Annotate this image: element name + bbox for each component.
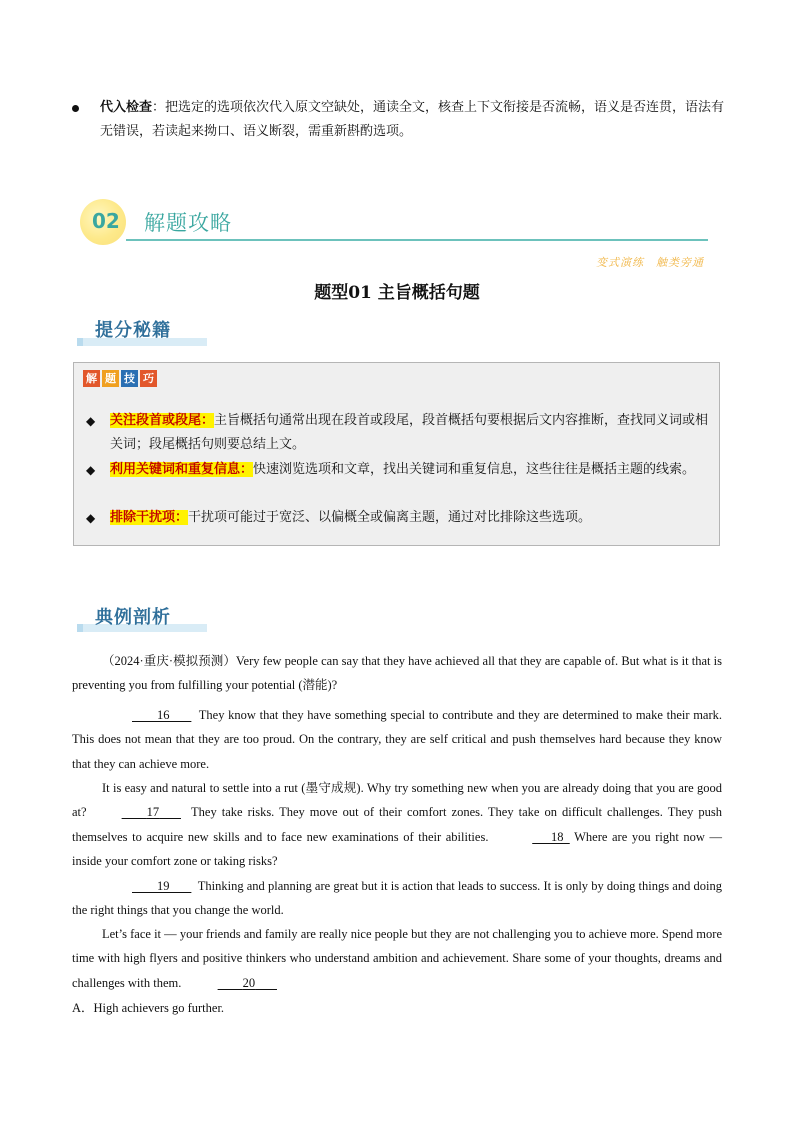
badge-jie: 解 bbox=[83, 370, 100, 387]
diamond-bullet-icon: ◆ bbox=[86, 463, 96, 477]
tip-label: 利用关键词和重复信息： bbox=[110, 462, 254, 477]
paragraph-text: Where are you right now — inside your comfort zone or taking risks? bbox=[72, 829, 723, 868]
passage-paragraph-3 bbox=[72, 776, 722, 873]
tip-label: 排除干扰项： bbox=[110, 510, 189, 525]
paragraph-text: Thinking and planning are great but it is action that leads to success. It is only by doing things and doing the right things that you change the world. bbox=[72, 879, 722, 918]
passage-paragraph-1: （2024·重庆·模拟预测）Very few people can say that they have achieved all that they are capable of. But what is it that is preventing you from fulfilling your potential (潜能)? bbox=[72, 654, 722, 693]
bullet-dot-icon bbox=[72, 105, 79, 112]
badge-ti: 题 bbox=[102, 370, 119, 387]
blank-17[interactable]: 17 bbox=[146, 805, 160, 820]
passage-paragraph-5 bbox=[72, 922, 722, 995]
tip-text: 快速浏览选项和文章，找出关键词和重复信息，这些往往是概括主题的线索。 bbox=[253, 462, 696, 477]
blank-16[interactable]: 16 bbox=[157, 708, 170, 722]
paragraph-text: They know that they have something special to contribute and they are determined to make their mark. This does not mean that they are too proud. On the contrary, they are self critical and push themselves hard because they know that they can achieve more. bbox=[72, 708, 723, 771]
blank-20[interactable]: 20 bbox=[242, 975, 256, 990]
bullet-label: 代入检查 bbox=[100, 100, 153, 115]
tip-text: 干扰项可能过于宽泛、以偏概全或偏离主题，通过对比排除这些选项。 bbox=[188, 510, 592, 525]
option-a: A．High achievers go further. bbox=[72, 1001, 225, 1015]
paragraph-text: Let’s face it — your friends and family are really nice people but they are not challenging you to achieve more. Spend more time with high flyers and positive thinkers who understand ambition and achievement. Share some of your thoughts, dreams and challenges with them. bbox=[72, 927, 722, 990]
badge-qiao: 巧 bbox=[140, 370, 157, 387]
section-title: 解题攻略 bbox=[144, 211, 232, 235]
question-type-title: 题型01 主旨概括句题 bbox=[314, 283, 480, 303]
bullet-substitution-check bbox=[72, 96, 732, 144]
passage-paragraph-2 bbox=[72, 703, 722, 776]
tip-text: 主旨概括句通常出现在段首或段尾，段首概括句要根据后文内容推断，查找同义词或相关词；段尾概括句则要总结上文。 bbox=[110, 413, 709, 452]
tip-item bbox=[86, 409, 711, 457]
paragraph-text: It is easy and natural to settle into a rut (墨守成规). Why try something new when you are already doing that you are good at? bbox=[72, 781, 722, 820]
tip-label: 关注段首或段尾： bbox=[110, 413, 215, 428]
blank-19[interactable]: 19 bbox=[157, 879, 170, 893]
badge-ji: 技 bbox=[121, 370, 138, 387]
passage-paragraph-4 bbox=[72, 874, 722, 923]
paragraph-text: They take risks. They move out of their comfort zones. They take on difficult challenges. They push themselves to acquire new skills and to face new examinations of their abilities. bbox=[72, 805, 723, 844]
tips-badges bbox=[83, 370, 157, 387]
section-divider bbox=[126, 239, 708, 241]
tip-item bbox=[86, 506, 711, 530]
tip-item bbox=[86, 458, 711, 482]
bullet-text: ：把选定的选项依次代入原文空缺处，通读全文，核查上下文衔接是否流畅，语义是否连贯，语法有无错误，若读起来拗口、语义断裂，需重新斟酌选项。 bbox=[100, 100, 725, 139]
blank-18[interactable]: 18 bbox=[550, 829, 564, 844]
tips-tag: 提分秘籍 bbox=[95, 320, 171, 341]
section-subtitle: 变式演练 触类旁通 bbox=[596, 256, 704, 269]
example-tag: 典例剖析 bbox=[95, 607, 171, 628]
diamond-bullet-icon: ◆ bbox=[86, 414, 96, 428]
diamond-bullet-icon: ◆ bbox=[86, 511, 96, 525]
section-number: 02 bbox=[92, 209, 120, 233]
